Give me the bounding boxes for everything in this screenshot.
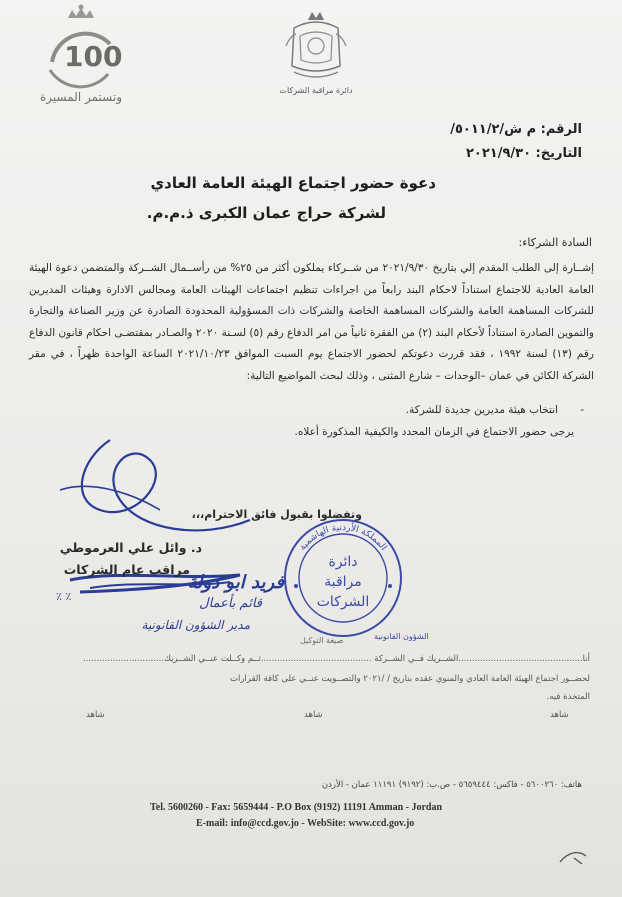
emblem-caption: دائرة مراقبة الشركات [279,86,353,95]
stamp-department: الشؤون القانونية [374,632,429,641]
company-name: لشركة حراج عمان الكبرى ذ.م.م. [146,204,386,222]
witness-label-2: شاهد [304,710,323,720]
coat-of-arms [276,6,356,98]
signatory-title: مراقب عام الشركات [63,562,190,577]
footer-contact-english: Tel. 5600260 - Fax: 5659444 - P.O Box (9192) 11191 Amman - Jordan [150,802,443,813]
centennial-logo [38,4,124,108]
document-date: التاريخ: ٢٠٢١/٩/٣٠ [465,146,582,161]
closing-request: يرجى حضور الاجتماع في الزمان المحدد والكيفية المذكورة أعلاه. [294,426,574,438]
stamp-line3: الشركات [316,594,370,610]
signatory-name: د. وائل علي العرموطي [59,540,202,555]
handwritten-role: قائم بأعمال [199,596,262,611]
handwritten-role-dept: مدير الشؤون القانونية [141,618,250,632]
document-title: دعوة حضور اجتماع الهيئة العامة العادي [150,174,436,192]
proxy-line-2: لحضــور اجتماع الهيئة العامة العادي والمنوي عقده بتاريخ / /٢٠٢١ والتصــويت عنــي على كافة القرارات [229,674,590,684]
agenda-item: انتخاب هيئة مديرين جديدة للشركة. [405,404,558,416]
stamp-seal-icon [278,516,408,640]
proxy-heading: صيغة التوكيل [300,636,344,645]
witness-label-3: شاهد [86,710,105,720]
stamp-line1: دائرة [328,554,358,570]
agenda-bullet: - [580,404,584,416]
footer-web-email: E-mail: info@ccd.gov.jo - WebSite: www.ccd.gov.jo [196,818,415,829]
stamp-outer-text: المملكة الأردنية الهاشمية [297,522,389,553]
centennial-number: 100 [64,40,123,73]
official-stamp [278,516,408,640]
proxy-line-3: المتخذة فيه. [546,692,590,702]
stamp-line2: مراقبة [324,574,362,590]
crown-100-icon [38,4,124,90]
witness-label-1: شاهد [550,710,569,720]
salutation: السادة الشركاء: [518,236,592,249]
centennial-motto: وتستمر المسيرة [40,90,122,104]
reference-number: الرقم: م ش/٥٠١١/٢/ [450,122,582,137]
proxy-line-1: أنا..............................................الشــريك فــي الشــركة .........................................ثــم وكــلت عنــي الشــريك.............................. [82,654,590,664]
footer-contact-arabic: هاتف: ٥٦٠٠٢٦٠ - فاكس: ٥٦٥٩٤٤٤ - ص.ب: (٩١٩٢) ١١١٩١ عمان - الأردن [321,780,582,790]
handwritten-marks: ٪ ٪ [56,590,72,603]
handwritten-name: فريد ابو دولة [187,572,284,593]
corner-pen-mark [556,844,596,870]
coat-of-arms-icon [276,6,356,86]
regards-line: وتفضلوا بقبول فائق الاحترام،،، [191,508,362,521]
body-paragraph: إشــارة إلى الطلب المقدم إلي بتاريخ ٢٠٢١/٩/٣٠ من شــركاء يملكون أكثر من ٢٥% من رأســمال الشــركة والمتضمن دعوة الهيئة العامة العادية للاجتماع استناداً لاحكام البند رابعاً من اجراءات تنظيم اجتماعات الهيئات العامة ومجالس الادارة وهيئات المديرين للشركات المساهمة العامة والشركات المساهمة الخاصة والشركات ذات المسؤولية المحدودة الصادرة عن وزير الصناعة والتجارة والتموين الصادرة استناداً لأحكام البند (٢) من الفقرة ثانياً من امر الدفاع رقم (٥) لسـنة ٢٠٢٠ والصـادر بمقتضـى احكام قانون الدفاع رقم (١٣) لسنة ١٩٩٢ ، فقد قررت دعوتكم لحضور الاجتماع يوم السبت الموافق ٢٠٢١/١٠/٢٣ الساعة الواحدة ظهراً ، في مقر الشركة الكائن في عمان –الوحدات – شارع المثنى ، وذلك لبحث المواضيع التالية: [29,262,595,382]
